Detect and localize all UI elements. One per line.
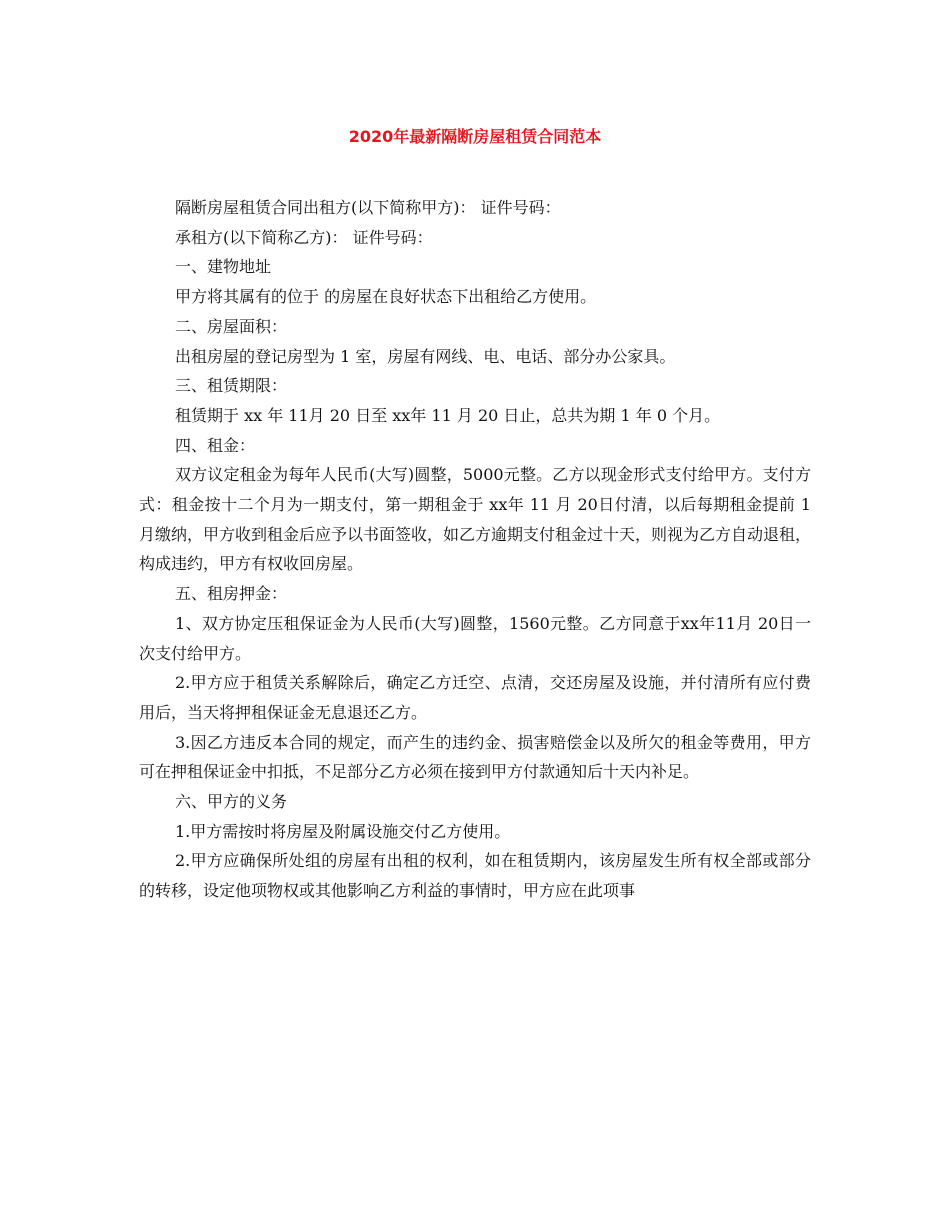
document-title: 2020年最新隔断房屋租赁合同范本 <box>348 127 602 146</box>
paragraph-area: 出租房屋的登记房型为 1 室，房屋有网线、电、电话、部分办公家具。 <box>175 346 676 366</box>
section-heading-deposit: 五、租房押金： <box>175 584 288 604</box>
section-heading-rent: 四、租金： <box>175 435 256 455</box>
paragraph-deposit-1: 1、双方协定压租保证金为人民币(大写)圆整，1560元整。乙方同意于xx年11月 20日一次支付给甲方。 <box>139 613 811 663</box>
paragraph-lessor: 隔断房屋租赁合同出租方(以下简称甲方)： 证件号码： <box>175 198 561 217</box>
section-heading-term: 三、租赁期限： <box>175 376 288 396</box>
paragraph-lessee: 承租方(以下简称乙方)： 证件号码： <box>175 227 433 247</box>
paragraph-deposit-2: 2.甲方应于租赁关系解除后，确定乙方迁空、点清，交还房屋及设施，并付清所有应付费用后，当天将押租保证金无息退还乙方。 <box>139 673 811 722</box>
section-heading-address: 一、建物地址 <box>175 257 272 277</box>
document-body <box>139 193 811 906</box>
paragraph-term: 租赁期于 xx 年 11月 20 日至 xx年 11 月 20 日止，总共为期 1 年 0 个月。 <box>175 405 721 425</box>
paragraph-obligation-2: 2.甲方应确保所处组的房屋有出租的权利，如在租赁期内，该房屋发生所有权全部或部分的转移，设定他项物权或其他影响乙方利益的事情时，甲方应在此项事 <box>139 851 811 901</box>
section-heading-area: 二、房屋面积： <box>175 316 288 336</box>
paragraph-rent: 双方议定租金为每年人民币(大写)圆整，5000元整。乙方以现金形式支付给甲方。支付方式：租金按十二个月为一期支付，第一期租金于 xx年 11 月 20日付清，以后每期租金提前 1 月缴纳，甲方收到租金后应予以书面签收，如乙方逾期支付租金过十天，则视为乙方自动退租，构成违约，甲方有权收回房屋。 <box>139 465 812 574</box>
paragraph-deposit-3: 3.因乙方违反本合同的规定，而产生的违约金、损害赔偿金以及所欠的租金等费用，甲方可在押租保证金中扣抵，不足部分乙方必须在接到甲方付款通知后十天内补足。 <box>139 732 811 782</box>
paragraph-address: 甲方将其属有的位于 的房屋在良好状态下出租给乙方使用。 <box>175 287 597 307</box>
paragraph-obligation-1: 1.甲方需按时将房屋及附属设施交付乙方使用。 <box>175 821 511 841</box>
section-heading-lessor-obligations: 六、甲方的义务 <box>175 792 288 812</box>
